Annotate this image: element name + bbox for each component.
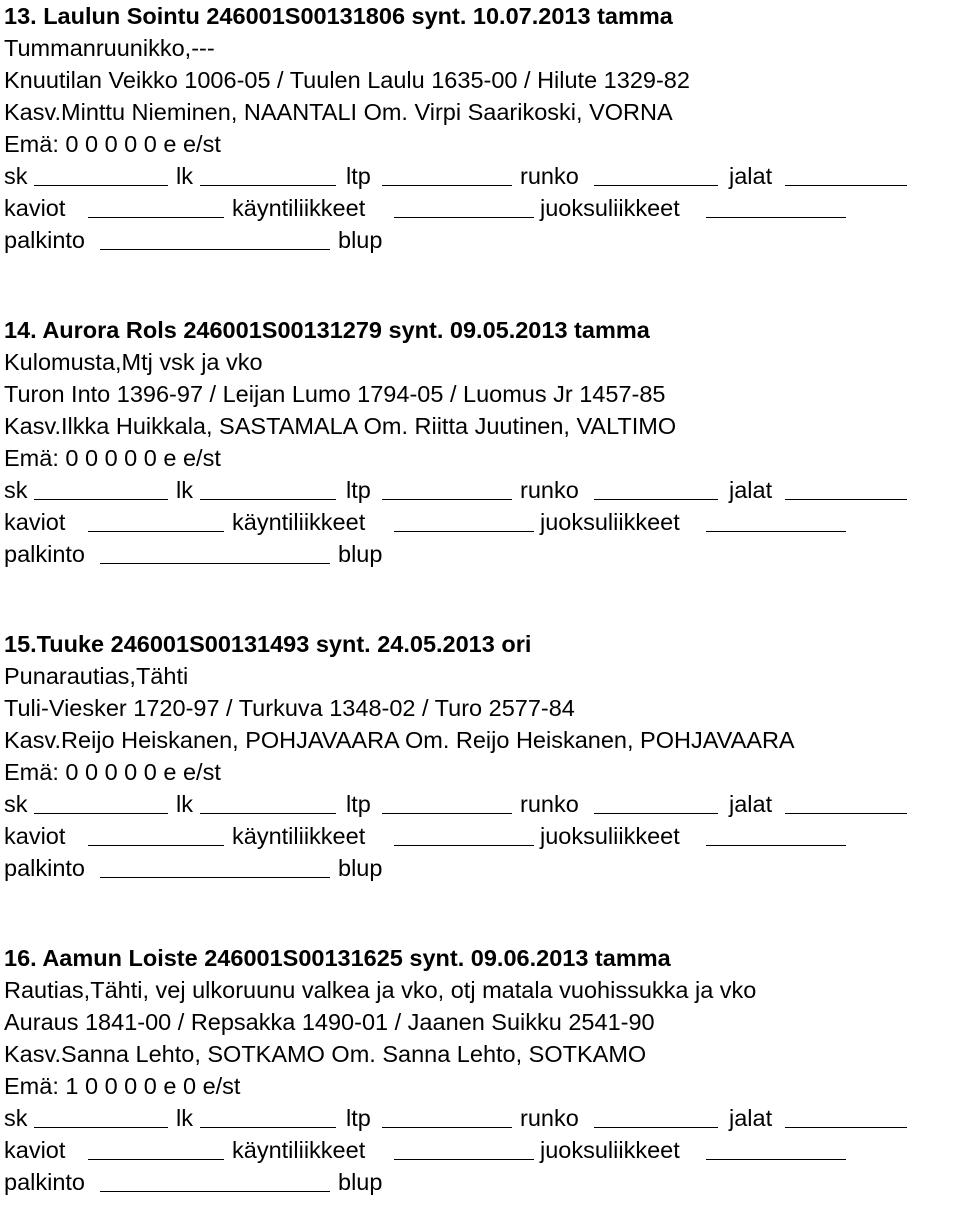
field-label-jalat: jalat — [729, 791, 773, 817]
scoring-row-structure — [4, 474, 944, 506]
scoring-row-movement — [4, 192, 944, 224]
entry-heading: 13. Laulun Sointu 246001S00131806 synt. 10.07.2013 tamma — [4, 3, 673, 29]
field-label-kayntiliikkeet: käyntiliikkeet — [232, 823, 366, 849]
field-blank-sk — [34, 185, 168, 186]
field-blank-ltp — [382, 185, 512, 186]
field-blank-jalat — [785, 499, 907, 500]
field-blank-kayntiliikkeet — [394, 217, 534, 218]
scoring-row-result — [4, 538, 944, 570]
entry-color: Kulomusta,Mtj vsk ja vko — [4, 349, 263, 375]
field-label-palkinto: palkinto — [4, 541, 85, 567]
field-blank-juoksuliikkeet — [706, 217, 846, 218]
field-blank-jalat — [785, 813, 907, 814]
field-blank-lk — [200, 813, 336, 814]
field-label-sk: sk — [4, 477, 28, 503]
field-blank-kaviot — [88, 1159, 224, 1160]
field-label-jalat: jalat — [729, 1105, 773, 1131]
entry-pedigree: Turon Into 1396-97 / Leijan Lumo 1794-05 / Luomus Jr 1457-85 — [4, 381, 666, 407]
field-label-jalat: jalat — [729, 163, 773, 189]
field-blank-juoksuliikkeet — [706, 1159, 846, 1160]
field-blank-kayntiliikkeet — [394, 845, 534, 846]
field-blank-kayntiliikkeet — [394, 531, 534, 532]
field-blank-ltp — [382, 813, 512, 814]
scoring-row-result — [4, 224, 944, 256]
entry-heading: 16. Aamun Loiste 246001S00131625 synt. 09.06.2013 tamma — [4, 945, 671, 971]
entry-ema: Emä: 0 0 0 0 0 e e/st — [4, 445, 221, 471]
field-blank-jalat — [785, 1127, 907, 1128]
field-blank-palkinto — [100, 563, 330, 564]
field-blank-runko — [594, 499, 718, 500]
field-label-juoksuliikkeet: juoksuliikkeet — [540, 1137, 680, 1163]
field-label-lk: lk — [176, 1105, 193, 1131]
field-label-ltp: ltp — [346, 163, 371, 189]
field-blank-palkinto — [100, 877, 330, 878]
entry-heading: 14. Aurora Rols 246001S00131279 synt. 09.05.2013 tamma — [4, 317, 650, 343]
field-label-kayntiliikkeet: käyntiliikkeet — [232, 509, 366, 535]
field-label-kaviot: kaviot — [4, 509, 66, 535]
field-label-palkinto: palkinto — [4, 227, 85, 253]
entry-color: Punarautias,Tähti — [4, 663, 189, 689]
field-label-kayntiliikkeet: käyntiliikkeet — [232, 1137, 366, 1163]
field-label-palkinto: palkinto — [4, 855, 85, 881]
scoring-row-movement — [4, 820, 944, 852]
scoring-row-movement — [4, 1134, 944, 1166]
entry-owners: Kasv.Minttu Nieminen, NAANTALI Om. Virpi Saarikoski, VORNA — [4, 99, 673, 125]
entry-pedigree: Tuli-Viesker 1720-97 / Turkuva 1348-02 / Turo 2577-84 — [4, 695, 575, 721]
field-blank-sk — [34, 813, 168, 814]
field-label-lk: lk — [176, 791, 193, 817]
field-label-ltp: ltp — [346, 1105, 371, 1131]
field-label-kaviot: kaviot — [4, 823, 66, 849]
field-label-lk: lk — [176, 477, 193, 503]
field-blank-juoksuliikkeet — [706, 845, 846, 846]
field-label-runko: runko — [520, 163, 579, 189]
field-label-blup: blup — [338, 541, 383, 567]
field-label-runko: runko — [520, 791, 579, 817]
scoring-row-result — [4, 1166, 944, 1198]
field-label-ltp: ltp — [346, 477, 371, 503]
field-blank-palkinto — [100, 249, 330, 250]
entry-owners: Kasv.Reijo Heiskanen, POHJAVAARA Om. Reijo Heiskanen, POHJAVAARA — [4, 727, 795, 753]
field-blank-palkinto — [100, 1191, 330, 1192]
entry-pedigree: Auraus 1841-00 / Repsakka 1490-01 / Jaanen Suikku 2541-90 — [4, 1009, 655, 1035]
field-label-sk: sk — [4, 791, 28, 817]
field-blank-juoksuliikkeet — [706, 531, 846, 532]
field-label-juoksuliikkeet: juoksuliikkeet — [540, 195, 680, 221]
entry-heading: 15.Tuuke 246001S00131493 synt. 24.05.2013 ori — [4, 631, 532, 657]
entry-color: Rautias,Tähti, vej ulkoruunu valkea ja vko, otj matala vuohissukka ja vko — [4, 977, 757, 1003]
field-label-blup: blup — [338, 855, 383, 881]
field-blank-kayntiliikkeet — [394, 1159, 534, 1160]
field-blank-runko — [594, 1127, 718, 1128]
field-blank-kaviot — [88, 217, 224, 218]
field-label-ltp: ltp — [346, 791, 371, 817]
entry-ema: Emä: 0 0 0 0 0 e e/st — [4, 131, 221, 157]
field-blank-lk — [200, 499, 336, 500]
field-label-juoksuliikkeet: juoksuliikkeet — [540, 823, 680, 849]
entry-ema: Emä: 0 0 0 0 0 e e/st — [4, 759, 221, 785]
field-blank-kaviot — [88, 845, 224, 846]
entry-color: Tummanruunikko,--- — [4, 35, 215, 61]
scoring-row-structure — [4, 160, 944, 192]
entry-ema: Emä: 1 0 0 0 0 e 0 e/st — [4, 1073, 241, 1099]
field-blank-lk — [200, 185, 336, 186]
scoring-row-result — [4, 852, 944, 884]
field-label-palkinto: palkinto — [4, 1169, 85, 1195]
field-blank-jalat — [785, 185, 907, 186]
field-blank-runko — [594, 185, 718, 186]
field-label-runko: runko — [520, 1105, 579, 1131]
field-blank-ltp — [382, 499, 512, 500]
field-blank-kaviot — [88, 531, 224, 532]
field-label-sk: sk — [4, 1105, 28, 1131]
field-label-sk: sk — [4, 163, 28, 189]
field-label-runko: runko — [520, 477, 579, 503]
entry-pedigree: Knuutilan Veikko 1006-05 / Tuulen Laulu 1635-00 / Hilute 1329-82 — [4, 67, 690, 93]
field-label-kaviot: kaviot — [4, 195, 66, 221]
scoring-row-structure — [4, 788, 944, 820]
field-label-kayntiliikkeet: käyntiliikkeet — [232, 195, 366, 221]
field-blank-ltp — [382, 1127, 512, 1128]
scoring-row-structure — [4, 1102, 944, 1134]
entry-owners: Kasv.Ilkka Huikkala, SASTAMALA Om. Riitta Juutinen, VALTIMO — [4, 413, 677, 439]
field-blank-sk — [34, 499, 168, 500]
entry-owners: Kasv.Sanna Lehto, SOTKAMO Om. Sanna Lehto, SOTKAMO — [4, 1041, 647, 1067]
field-blank-sk — [34, 1127, 168, 1128]
field-label-lk: lk — [176, 163, 193, 189]
scoring-row-movement — [4, 506, 944, 538]
field-label-kaviot: kaviot — [4, 1137, 66, 1163]
field-label-juoksuliikkeet: juoksuliikkeet — [540, 509, 680, 535]
field-blank-runko — [594, 813, 718, 814]
field-label-blup: blup — [338, 1169, 383, 1195]
field-blank-lk — [200, 1127, 336, 1128]
field-label-jalat: jalat — [729, 477, 773, 503]
field-label-blup: blup — [338, 227, 383, 253]
